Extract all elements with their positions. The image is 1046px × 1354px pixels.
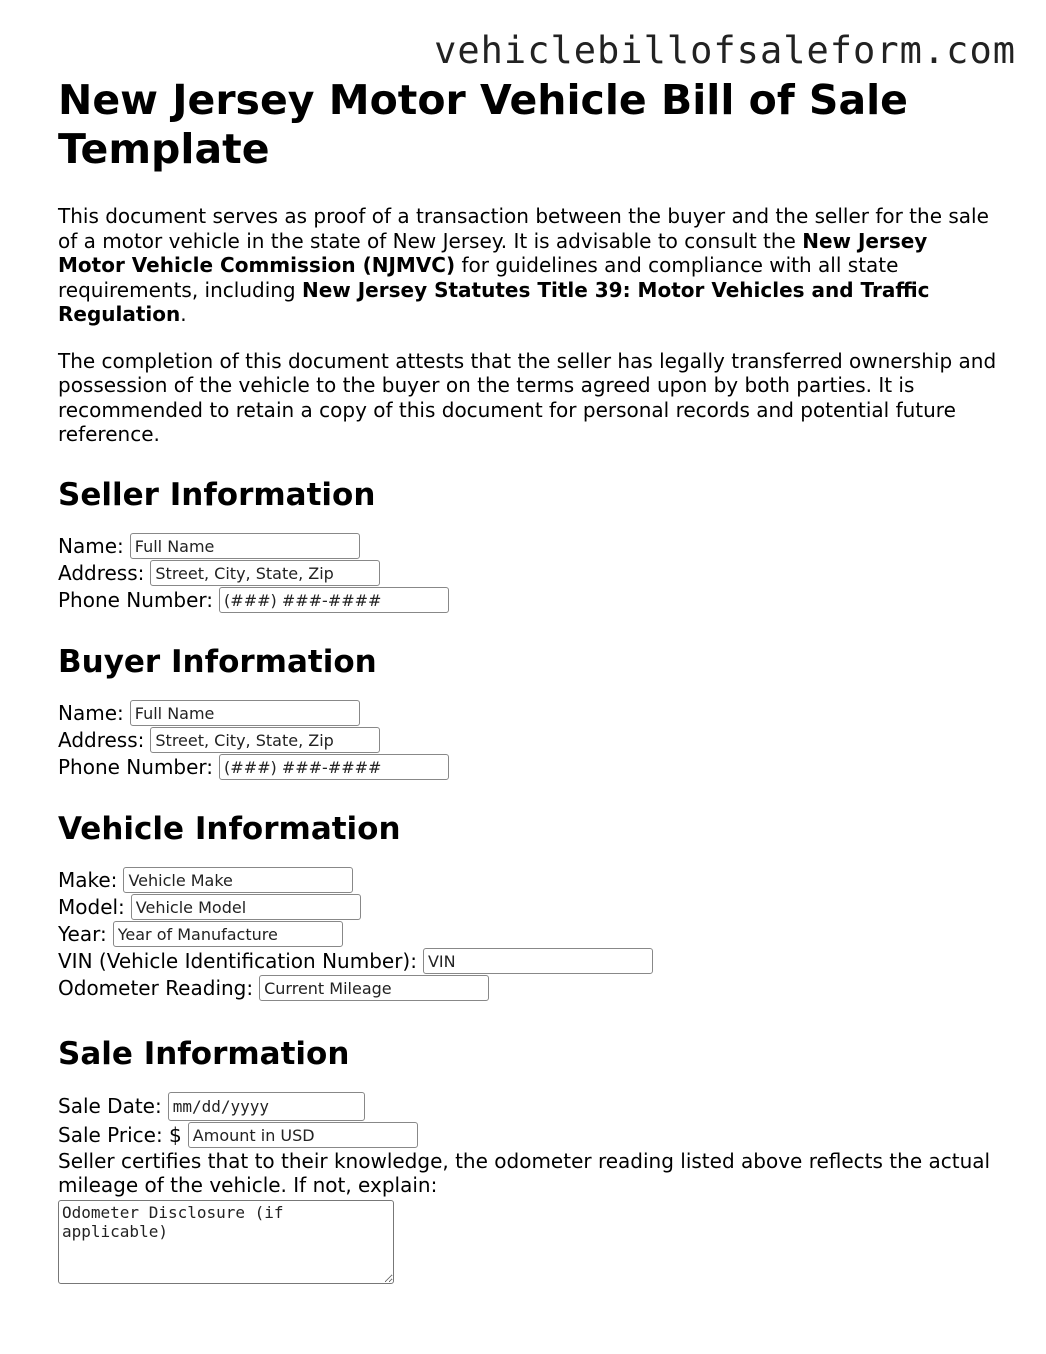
intro-text-1: This document serves as proof of a transaction between the buyer and the seller for the sale of a motor vehicle in the state of New Jersey. It is advisable to consult the — [58, 204, 989, 253]
buyer-address-label: Address: — [58, 727, 145, 752]
sale-heading: Sale Information — [58, 1035, 350, 1072]
vehicle-make-input[interactable] — [123, 867, 353, 893]
intro-paragraph-1 — [58, 204, 998, 327]
vehicle-year-label: Year: — [58, 921, 107, 946]
vehicle-make-row — [58, 867, 998, 894]
document-body — [58, 76, 998, 1284]
intro-bold-statutes: New Jersey Statutes Title 39: Motor Vehicles and Traffic Regulation — [58, 277, 930, 326]
sale-price-input[interactable] — [188, 1122, 418, 1148]
buyer-phone-label: Phone Number: — [58, 754, 214, 779]
seller-heading: Seller Information — [58, 476, 376, 513]
seller-name-label: Name: — [58, 533, 124, 558]
seller-name-input[interactable] — [130, 533, 360, 559]
seller-address-row — [58, 560, 998, 587]
seller-address-input[interactable] — [150, 560, 380, 586]
vehicle-odometer-label: Odometer Reading: — [58, 975, 254, 1000]
seller-phone-row — [58, 587, 998, 614]
buyer-phone-input[interactable] — [219, 754, 449, 780]
vehicle-vin-row — [58, 948, 998, 975]
vehicle-model-input[interactable] — [131, 894, 361, 920]
seller-address-label: Address: — [58, 560, 145, 585]
vehicle-vin-label: VIN (Vehicle Identification Number): — [58, 948, 417, 973]
buyer-name-input[interactable] — [130, 700, 360, 726]
vehicle-vin-input[interactable] — [423, 948, 653, 974]
sale-date-row — [58, 1092, 998, 1122]
sale-price-label: Sale Price: $ — [58, 1122, 182, 1147]
vehicle-heading: Vehicle Information — [58, 810, 401, 847]
vehicle-model-row — [58, 894, 998, 921]
intro-bold-njmvc: New Jersey Motor Vehicle Commission (NJMVC) — [58, 228, 928, 277]
buyer-address-row — [58, 727, 998, 754]
buyer-name-row — [58, 700, 998, 727]
sale-price-row — [58, 1122, 998, 1149]
sale-date-input[interactable] — [168, 1092, 365, 1121]
intro-paragraph-2: The completion of this document attests that the seller has legally transferred ownership and possession of the vehicle to the buyer on the terms agreed upon by both parties. It is recommended to retain a copy of this document for personal records and potential future reference. — [58, 348, 997, 446]
vehicle-odometer-input[interactable] — [259, 975, 489, 1001]
seller-phone-label: Phone Number: — [58, 587, 214, 612]
odometer-certification-note: Seller certifies that to their knowledge, the odometer reading listed above reflects the actual mileage of the vehicle. If not, explain: — [58, 1148, 991, 1197]
vehicle-year-input[interactable] — [113, 921, 343, 947]
vehicle-model-label: Model: — [58, 894, 125, 919]
buyer-phone-row — [58, 754, 998, 781]
sale-date-label: Sale Date: — [58, 1094, 162, 1118]
vehicle-odometer-row — [58, 975, 998, 1002]
intro-text-3: . — [180, 302, 187, 326]
watermark: vehiclebillofsaleform.com — [434, 29, 1016, 72]
buyer-heading: Buyer Information — [58, 643, 377, 680]
page-title: New Jersey Motor Vehicle Bill of Sale Template — [58, 76, 908, 173]
seller-name-row — [58, 533, 998, 560]
seller-phone-input[interactable] — [219, 587, 449, 613]
vehicle-year-row — [58, 921, 998, 948]
buyer-name-label: Name: — [58, 700, 124, 725]
intro-text-2: for guidelines and compliance with all state requirements, including — [58, 253, 899, 302]
buyer-address-input[interactable] — [150, 727, 380, 753]
vehicle-make-label: Make: — [58, 867, 118, 892]
odometer-disclosure-textarea[interactable] — [58, 1200, 394, 1284]
